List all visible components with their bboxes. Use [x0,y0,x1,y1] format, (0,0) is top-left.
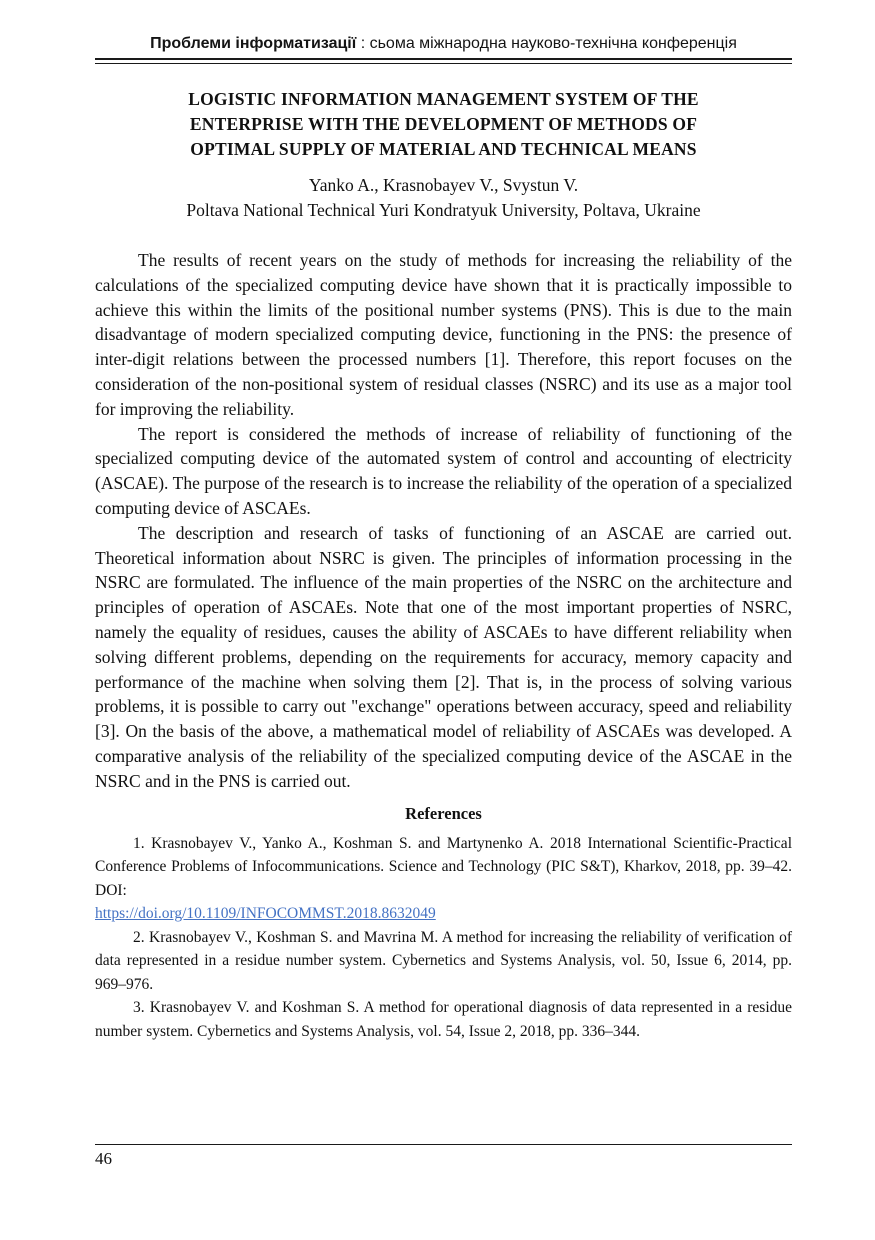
reference-item-3: 3. Krasnobayev V. and Koshman S. A method for operational diagnosis of data represented in a residue number system. Cybernetics and Systems Analysis, vol. 54, Issue 2, 2018, pp. 336–344. [95,999,792,1040]
paper-title [95,87,792,162]
reference-item-2: 2. Krasnobayev V., Koshman S. and Mavrina M. A method for increasing the reliability of verification of data represented in a residue number system. Cybernetics and Systems Analysis, vol. 50, Issue 6, 2014, pp. 969–976. [95,928,792,993]
footer-divider [95,1144,792,1170]
title-line-3: OPTIMAL SUPPLY OF MATERIAL AND TECHNICAL MEANS [190,139,697,159]
running-header [95,0,792,54]
affiliation: Poltava National Technical Yuri Kondratyuk University, Poltava, Ukraine [186,200,701,220]
conference-subtitle: : сьома міжнародна науково-технічна конференція [356,35,737,52]
title-line-1: LOGISTIC INFORMATION MANAGEMENT SYSTEM OF THE [188,89,699,109]
page-number: 46 [95,1149,112,1168]
reference-1-text: 1. Krasnobayev V., Yanko A., Koshman S. and Martynenko A. 2018 International Scientific-Practical Conference Problems of Infocommunications. Science and Technology (PIC S&T), Kharkov, 2018, pp. 39–42. DOI: [95,834,792,899]
paragraph-3: The description and research of tasks of functioning of an ASCAE are carried out. Theoretical information about NSRC is given. The principles of information processing in the NSRC are formulated. The influence of the main properties of the NSRC on the architecture and principles of operation of ASCAEs. Note that one of the most important properties of NSRC, namely the equality of residues, causes the ability of ASCAEs to have different reliability when solving different problems, depending on the requirements for accuracy, memory capacity and performance of the machine when solving them [2]. That is, in the process of solving various problems, it is possible to carry out "exchange" operations between accuracy, speed and reliability [3]. On the basis of the above, a mathematical model of reliability of ASCAEs was developed. A comparative analysis of the reliability of the specialized computing device of the ASCAE in the NSRC and in the PNS is carried out. [95,522,792,791]
paragraph-1: The results of recent years on the study of methods for increasing the reliability of the calculations of the specialized computing device have shown that it is practically impossible to achieve this within the limits of the positional number systems (PNS). This is due to the main disadvantage of modern specialized computing device, functioning in the PNS: the presence of inter-digit relations between the processed numbers [1]. Therefore, this report focuses on the consideration of the non-positional system of residual classes (NSRC) and its use as a major tool for improving the reliability. [95,250,792,419]
abstract-body [95,248,792,794]
paragraph-2: The report is considered the methods of increase of reliability of functioning of the specialized computing device of the automated system of control and accounting of electricity (ASCAE). The purpose of the research is to increase the reliability of the operation of a specialized computing device of ASCAEs. [95,423,792,518]
header-divider [95,58,792,64]
authors-block [95,173,792,223]
references-heading: References [405,803,482,823]
references-list [95,832,792,1044]
doi-link[interactable]: https://doi.org/10.1109/INFOCOMMST.2018.8632049 [95,905,436,923]
title-line-2: ENTERPRISE WITH THE DEVELOPMENT OF METHODS OF [189,114,698,134]
author-names: Yanko A., Krasnobayev V., Svystun V. [308,175,579,195]
reference-item-1 [95,832,792,926]
conference-name: Проблеми інформатизації [150,35,357,52]
